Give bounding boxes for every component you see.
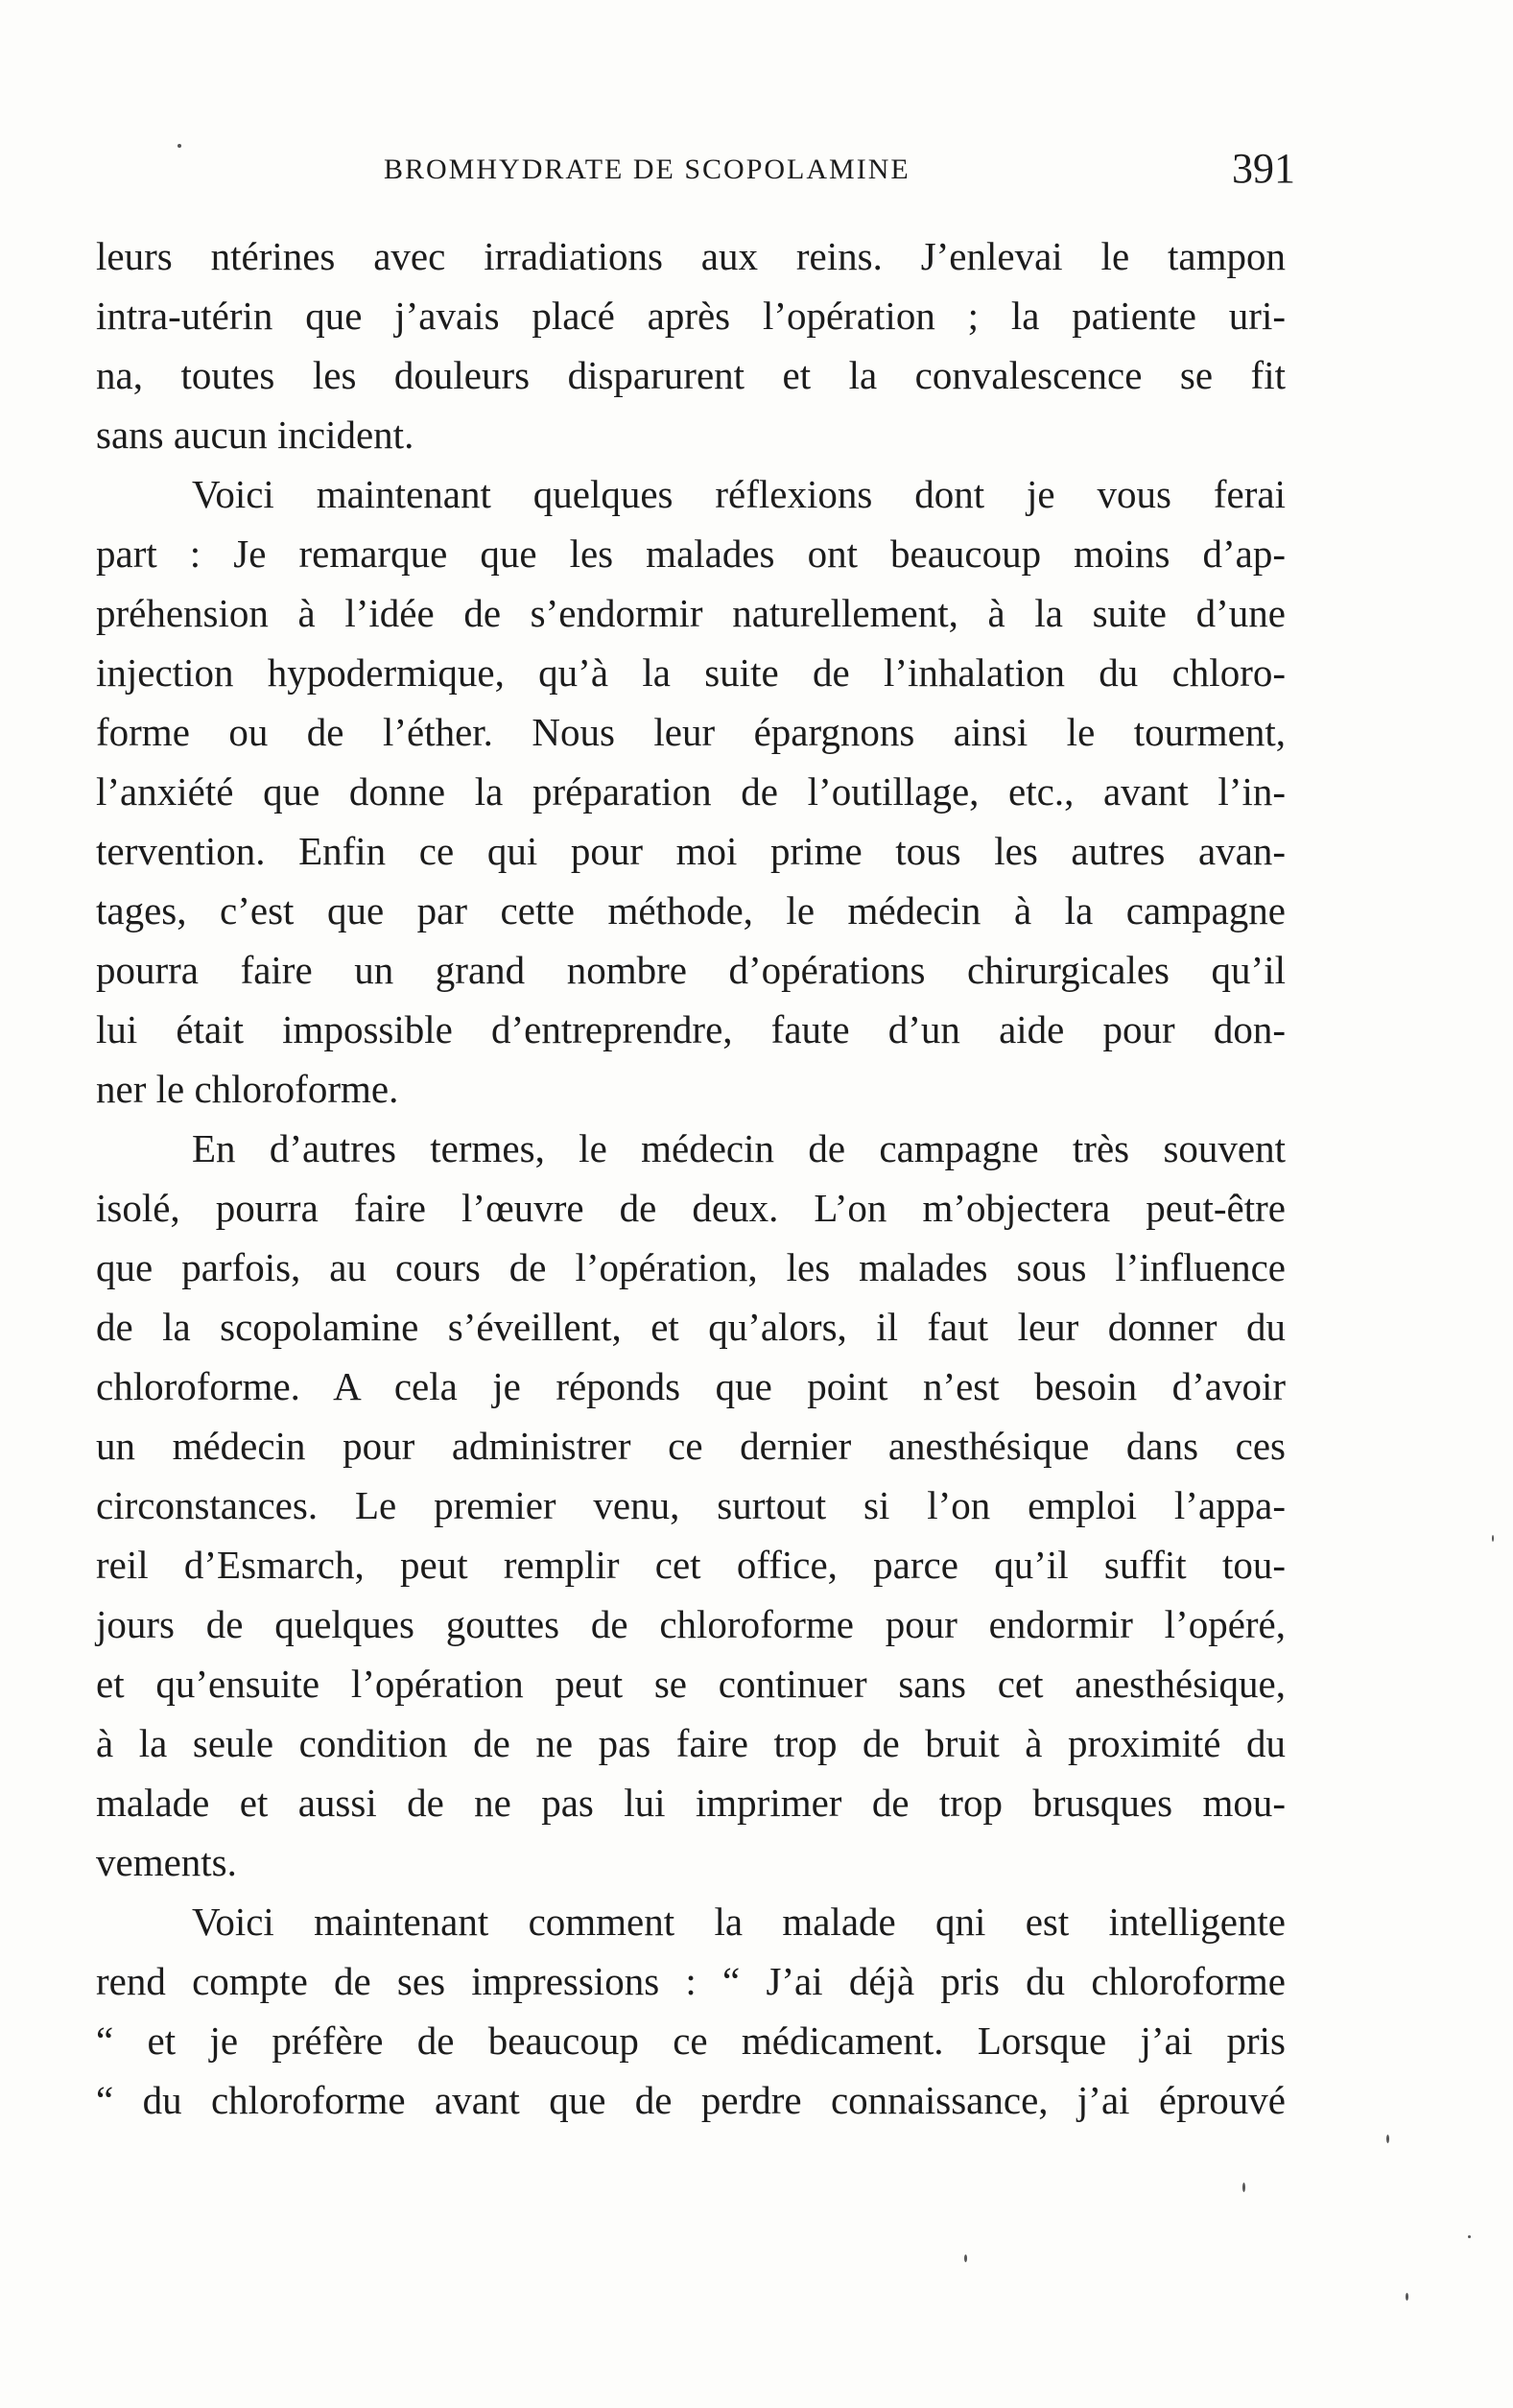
text-line: Voici maintenant quelques réflexions dont je vous ferai — [192, 472, 1286, 516]
text-line: forme ou de l’éther. Nous leur épargnons ainsi le tourment, — [96, 710, 1286, 754]
page-number: 391 — [1232, 145, 1295, 192]
scan-speck — [1492, 1535, 1494, 1542]
text-line: et qu’ensuite l’opération peut se continuer sans cet anesthésique, — [96, 1662, 1286, 1706]
text-line: En d’autres termes, le médecin de campagne très souvent — [192, 1126, 1286, 1170]
text-line: ner le chloroforme. — [96, 1067, 399, 1111]
text-line: l’anxiété que donne la préparation de l’outillage, etc., avant l’in- — [96, 769, 1286, 814]
text-line: injection hypodermique, qu’à la suite de l’inhalation du chloro- — [96, 650, 1286, 695]
text-line: tages, c’est que par cette méthode, le médecin à la campagne — [96, 888, 1286, 933]
text-line: isolé, pourra faire l’œuvre de deux. L’on m’objectera peut-être — [96, 1186, 1286, 1230]
text-line: jours de quelques gouttes de chloroforme pour endormir l’opéré, — [96, 1602, 1286, 1646]
text-line: malade et aussi de ne pas lui imprimer de trop brusques mou- — [96, 1781, 1286, 1825]
running-head: BROMHYDRATE DE SCOPOLAMINE — [384, 153, 910, 185]
text-line: un médecin pour administrer ce dernier anesthésique dans ces — [96, 1424, 1286, 1468]
text-line: intra-utérin que j’avais placé après l’opération ; la patiente uri- — [96, 294, 1286, 338]
text-line: lui était impossible d’entreprendre, faute d’un aide pour don- — [96, 1007, 1286, 1051]
body-text — [96, 226, 1286, 2130]
text-line: part : Je remarque que les malades ont beaucoup moins d’ap- — [96, 531, 1286, 576]
text-line: pourra faire un grand nombre d’opérations chirurgicales qu’il — [96, 948, 1286, 992]
scan-speck — [1242, 2183, 1245, 2192]
scan-speck — [177, 144, 181, 148]
text-line: sans aucun incident. — [96, 413, 414, 457]
page-header — [384, 144, 1295, 201]
text-line: rend compte de ses impressions : “ J’ai déjà pris du chloroforme — [96, 1959, 1286, 2003]
text-line: préhension à l’idée de s’endormir naturellement, à la suite d’une — [96, 591, 1286, 635]
text-line: chloroforme. A cela je réponds que point n’est besoin d’avoir — [96, 1364, 1286, 1408]
text-line: na, toutes les douleurs disparurent et la convalescence se fit — [96, 353, 1286, 397]
scan-speck — [1468, 2235, 1471, 2238]
text-line: tervention. Enfin ce qui pour moi prime tous les autres avan- — [96, 829, 1286, 873]
text-line: que parfois, au cours de l’opération, les malades sous l’influence — [96, 1245, 1286, 1289]
text-line: Voici maintenant comment la malade qni est intelligente — [192, 1900, 1286, 1944]
text-line: “ du chloroforme avant que de perdre connaissance, j’ai éprouvé — [96, 2078, 1286, 2122]
text-line: “ et je préfère de beaucoup ce médicament. Lorsque j’ai pris — [96, 2018, 1286, 2063]
scan-speck — [964, 2255, 967, 2262]
scan-speck — [1386, 2135, 1389, 2143]
text-line: circonstances. Le premier venu, surtout si l’on emploi l’appa- — [96, 1483, 1286, 1527]
text-line: reil d’Esmarch, peut remplir cet office, parce qu’il suffit tou- — [96, 1543, 1286, 1587]
text-line: de la scopolamine s’éveillent, et qu’alors, il faut leur donner du — [96, 1305, 1286, 1349]
text-line: vements. — [96, 1840, 237, 1884]
scan-speck — [1406, 2293, 1408, 2301]
text-line: leurs ntérines avec irradiations aux reins. J’enlevai le tampon — [96, 234, 1286, 278]
text-line: à la seule condition de ne pas faire trop de bruit à proximité du — [96, 1721, 1286, 1765]
